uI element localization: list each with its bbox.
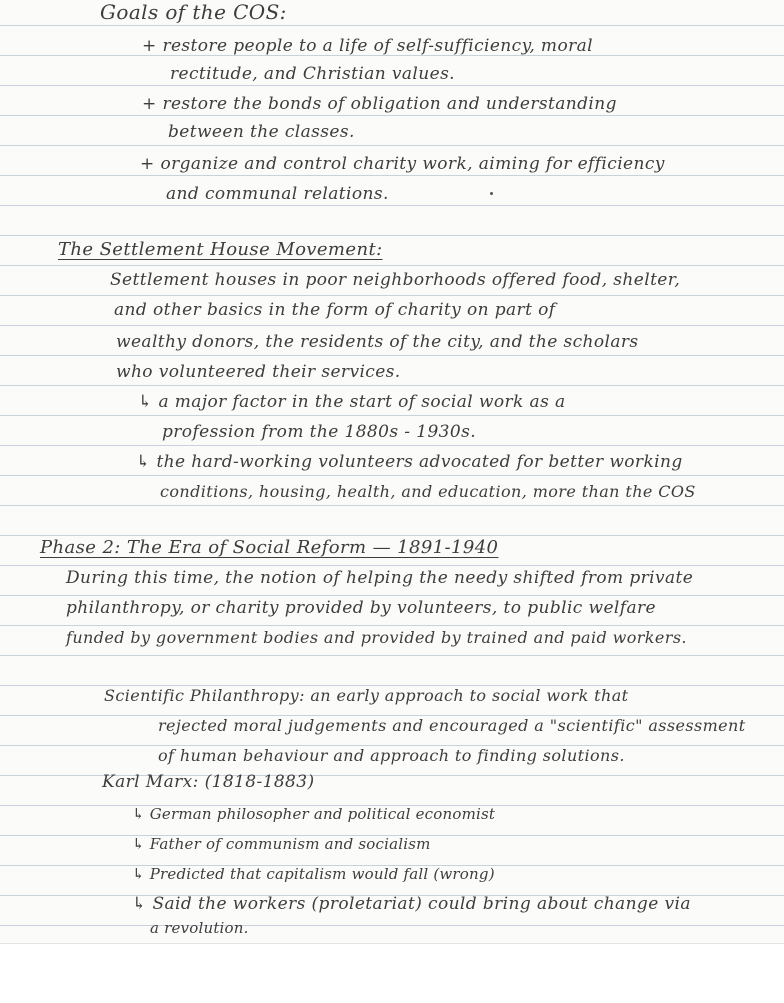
marx-point-2: ↳ Father of communism and socialism <box>132 835 431 853</box>
cos-goal-1-line-1: + restore people to a life of self-sufficiency, moral <box>142 36 593 56</box>
cos-goal-2-line-1: + restore the bonds of obligation and understanding <box>142 94 617 114</box>
settlement-line-4: who volunteered their services. <box>116 362 401 382</box>
marx-heading: Karl Marx: (1818-1883) <box>102 772 315 792</box>
settlement-line-1: Settlement houses in poor neighborhoods offered food, shelter, <box>110 270 681 290</box>
cos-goal-3-line-2: and communal relations. <box>166 184 389 204</box>
phase2-line-1: During this time, the notion of helping the needy shifted from private <box>66 568 694 588</box>
settlement-point-2-line-1: ↳ the hard-working volunteers advocated for better working <box>136 452 683 472</box>
settlement-line-2: and other basics in the form of charity on part of <box>114 300 556 320</box>
settlement-line-3: wealthy donors, the residents of the city, and the scholars <box>116 332 639 352</box>
cos-goal-1-line-2: rectitude, and Christian values. <box>170 64 455 84</box>
sci-phil-line-2: rejected moral judgements and encouraged a "scientific" assessment <box>158 716 746 735</box>
marx-point-4: ↳ Said the workers (proletariat) could bring about change via <box>132 894 691 914</box>
settlement-point-2-line-2: conditions, housing, health, and education, more than the COS <box>160 482 696 501</box>
cos-heading: Goals of the COS: <box>100 0 287 24</box>
cos-goal-2-line-2: between the classes. <box>168 122 355 142</box>
settlement-point-1-line-1: ↳ a major factor in the start of social work as a <box>138 392 566 412</box>
marx-point-1: ↳ German philosopher and political economist <box>132 805 496 823</box>
marx-point-3: ↳ Predicted that capitalism would fall (wrong) <box>132 865 495 883</box>
cos-goal-3-line-1: + organize and control charity work, aiming for efficiency <box>140 154 665 174</box>
phase2-line-2: philanthropy, or charity provided by volunteers, to public welfare <box>66 598 656 618</box>
phase2-line-3: funded by government bodies and provided by trained and paid workers. <box>66 628 687 647</box>
settlement-heading: The Settlement House Movement: <box>58 239 383 260</box>
sci-phil-line-3: of human behaviour and approach to finding solutions. <box>158 746 625 765</box>
sci-phil-line-1: Scientific Philanthropy: an early approach to social work that <box>104 686 629 705</box>
settlement-point-1-line-2: profession from the 1880s - 1930s. <box>162 422 477 442</box>
marx-point-4-continuation: a revolution. <box>150 919 249 937</box>
pen-mark <box>490 192 493 195</box>
page-bottom-margin <box>0 943 784 1003</box>
phase2-heading: Phase 2: The Era of Social Reform — 1891-1940 <box>40 537 499 558</box>
